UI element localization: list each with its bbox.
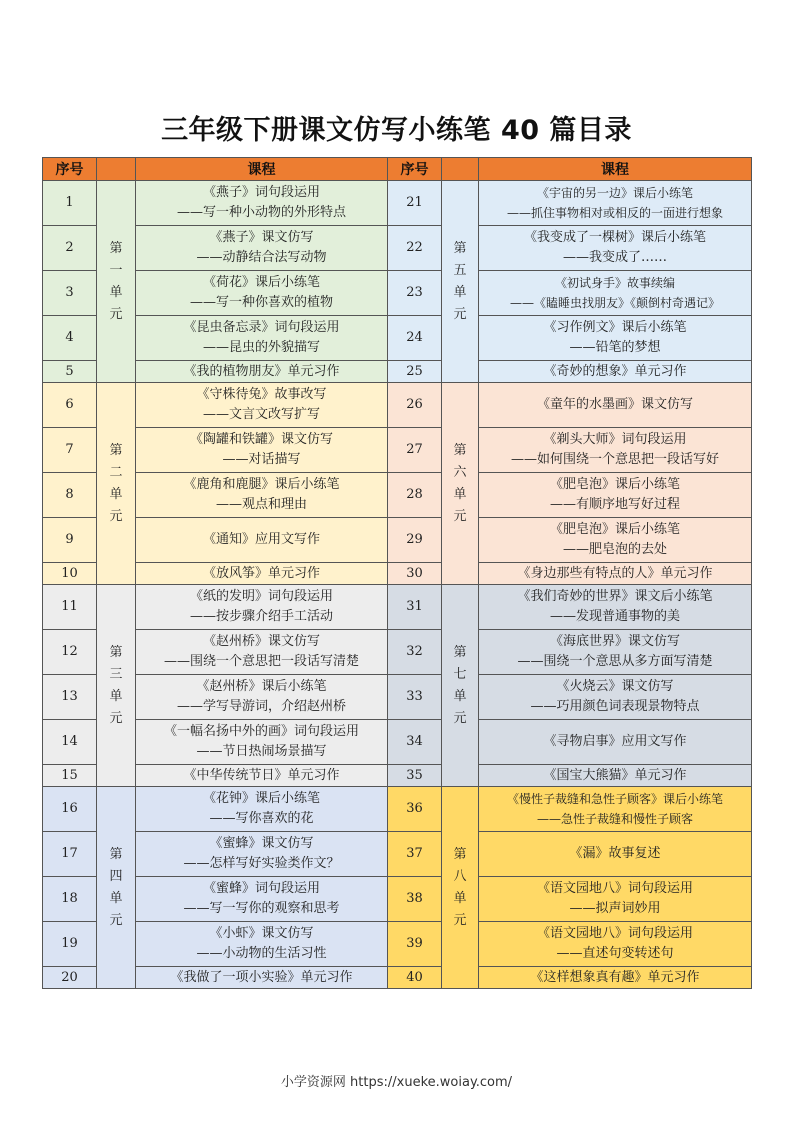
left-course-title: 《赵州桥》课文仿写 bbox=[202, 634, 320, 649]
header-unit-right bbox=[442, 158, 479, 181]
left-course-cell bbox=[136, 877, 388, 922]
right-item-number: 24 bbox=[388, 316, 442, 361]
right-course-cell bbox=[479, 630, 752, 675]
right-item-number: 23 bbox=[388, 271, 442, 316]
right-item-number: 37 bbox=[388, 832, 442, 877]
unit-label-text: 第二单元 bbox=[109, 442, 123, 524]
left-course-title: 《昆虫备忘录》词句段运用 bbox=[183, 320, 340, 335]
left-item-number: 15 bbox=[43, 765, 97, 787]
table-row bbox=[43, 585, 752, 630]
right-course-subtitle: ——抓住事物相对或相反的一面进行想象 bbox=[506, 206, 723, 220]
left-item-number: 1 bbox=[43, 181, 97, 226]
left-course-title: 《鹿角和鹿腿》课后小练笔 bbox=[183, 477, 340, 492]
table-row bbox=[43, 518, 752, 563]
right-course-cell bbox=[479, 518, 752, 563]
left-unit-label bbox=[97, 787, 136, 989]
right-course-cell bbox=[479, 226, 752, 271]
left-course-subtitle: ——观点和理由 bbox=[215, 497, 307, 512]
left-course-title: 《赵州桥》课后小练笔 bbox=[196, 679, 327, 694]
right-course-subtitle: ——发现普通事物的美 bbox=[549, 609, 680, 624]
table-row bbox=[43, 428, 752, 473]
table-body bbox=[43, 181, 752, 989]
left-course-cell bbox=[136, 181, 388, 226]
left-item-number: 20 bbox=[43, 967, 97, 989]
left-course-cell bbox=[136, 630, 388, 675]
right-course-title: 《宇宙的另一边》课后小练笔 bbox=[536, 186, 693, 200]
table-row bbox=[43, 563, 752, 585]
left-item-number: 5 bbox=[43, 361, 97, 383]
left-course-cell bbox=[136, 765, 388, 787]
right-item-number: 38 bbox=[388, 877, 442, 922]
table-row bbox=[43, 383, 752, 428]
left-item-number: 16 bbox=[43, 787, 97, 832]
right-course-title: 《初试身手》故事续编 bbox=[554, 276, 675, 290]
page-title: 三年级下册课文仿写小练笔 40 篇目录 bbox=[161, 115, 632, 146]
left-item-number: 4 bbox=[43, 316, 97, 361]
right-item-number: 22 bbox=[388, 226, 442, 271]
left-course-title: 《一幅名扬中外的画》词句段运用 bbox=[163, 724, 359, 739]
left-course-title: 《花钟》课后小练笔 bbox=[202, 791, 320, 806]
left-course-cell bbox=[136, 922, 388, 967]
left-course-title: 《纸的发明》词句段运用 bbox=[189, 589, 333, 604]
right-unit-label bbox=[442, 383, 479, 585]
left-course-title: 《蜜蜂》课文仿写 bbox=[209, 836, 314, 851]
right-item-number: 35 bbox=[388, 765, 442, 787]
right-course-cell bbox=[479, 563, 752, 585]
left-course-cell bbox=[136, 585, 388, 630]
right-course-cell bbox=[479, 361, 752, 383]
right-course-title: 《身边那些有特点的人》单元习作 bbox=[517, 565, 713, 581]
right-course-cell bbox=[479, 877, 752, 922]
right-course-title: 《语文园地八》词句段运用 bbox=[536, 926, 693, 941]
right-course-title: 《漏》故事复述 bbox=[569, 846, 661, 861]
header-num-right: 序号 bbox=[388, 158, 442, 181]
right-item-number: 40 bbox=[388, 967, 442, 989]
header-num-left: 序号 bbox=[43, 158, 97, 181]
table-row bbox=[43, 832, 752, 877]
right-item-number: 33 bbox=[388, 675, 442, 720]
right-course-subtitle: ——围绕一个意思从多方面写清楚 bbox=[517, 654, 713, 669]
left-item-number: 7 bbox=[43, 428, 97, 473]
right-item-number: 28 bbox=[388, 473, 442, 518]
table-row bbox=[43, 181, 752, 226]
table-row bbox=[43, 316, 752, 361]
left-course-subtitle: ——怎样写好实验类作文？ bbox=[183, 856, 340, 871]
left-course-subtitle: ——昆虫的外貌描写 bbox=[202, 340, 320, 355]
table-row bbox=[43, 720, 752, 765]
left-course-cell bbox=[136, 832, 388, 877]
left-course-subtitle: ——写一种你喜欢的植物 bbox=[189, 295, 333, 310]
left-course-cell bbox=[136, 383, 388, 428]
left-course-cell bbox=[136, 787, 388, 832]
left-item-number: 6 bbox=[43, 383, 97, 428]
left-item-number: 10 bbox=[43, 563, 97, 585]
left-course-cell bbox=[136, 428, 388, 473]
right-item-number: 21 bbox=[388, 181, 442, 226]
table-row bbox=[43, 630, 752, 675]
right-course-cell bbox=[479, 428, 752, 473]
left-item-number: 14 bbox=[43, 720, 97, 765]
left-course-title: 《蜜蜂》词句段运用 bbox=[202, 881, 320, 896]
left-course-cell bbox=[136, 518, 388, 563]
header-course-left: 课程 bbox=[136, 158, 388, 181]
right-unit-label bbox=[442, 787, 479, 989]
right-course-cell bbox=[479, 473, 752, 518]
right-unit-label bbox=[442, 181, 479, 383]
unit-label-text: 第三单元 bbox=[109, 644, 123, 726]
table-row bbox=[43, 787, 752, 832]
left-course-title: 《荷花》课后小练笔 bbox=[202, 275, 320, 290]
table-row bbox=[43, 473, 752, 518]
left-course-subtitle: ——小动物的生活习性 bbox=[196, 946, 327, 961]
right-course-cell bbox=[479, 922, 752, 967]
right-item-number: 30 bbox=[388, 563, 442, 585]
right-item-number: 31 bbox=[388, 585, 442, 630]
table-row bbox=[43, 226, 752, 271]
right-course-cell bbox=[479, 585, 752, 630]
right-course-subtitle: ——铅笔的梦想 bbox=[569, 340, 661, 355]
left-course-subtitle: ——写一种小动物的外形特点 bbox=[176, 205, 346, 220]
unit-label-text: 第八单元 bbox=[453, 846, 467, 928]
header-course-right: 课程 bbox=[479, 158, 752, 181]
left-course-title: 《我的植物朋友》单元习作 bbox=[183, 363, 340, 379]
left-course-subtitle: ——节日热闹场景描写 bbox=[196, 744, 327, 759]
left-item-number: 8 bbox=[43, 473, 97, 518]
right-course-cell bbox=[479, 271, 752, 316]
left-course-subtitle: ——围绕一个意思把一段话写清楚 bbox=[163, 654, 359, 669]
right-item-number: 27 bbox=[388, 428, 442, 473]
right-course-cell bbox=[479, 765, 752, 787]
right-course-cell bbox=[479, 787, 752, 832]
right-course-title: 《这样想象真有趣》单元习作 bbox=[530, 969, 700, 985]
left-course-cell bbox=[136, 563, 388, 585]
right-course-subtitle: ——急性子裁缝和慢性子顾客 bbox=[536, 812, 693, 826]
right-course-title: 《火烧云》课文仿写 bbox=[556, 679, 674, 694]
unit-label-text: 第七单元 bbox=[453, 644, 467, 726]
left-course-subtitle: ——写你喜欢的花 bbox=[209, 811, 314, 826]
right-course-subtitle: ——《瞌睡虫找朋友》《颠倒村奇遇记》 bbox=[509, 296, 720, 310]
left-item-number: 18 bbox=[43, 877, 97, 922]
right-course-subtitle: ——如何围绕一个意思把一段话写好 bbox=[510, 452, 719, 467]
left-course-cell bbox=[136, 271, 388, 316]
table-row bbox=[43, 765, 752, 787]
table-row bbox=[43, 877, 752, 922]
left-course-cell bbox=[136, 967, 388, 989]
left-course-title: 《通知》应用文写作 bbox=[202, 532, 320, 547]
unit-label-text: 第一单元 bbox=[109, 240, 123, 322]
table-row bbox=[43, 967, 752, 989]
right-course-subtitle: ——巧用颜色词表现景物特点 bbox=[530, 699, 700, 714]
left-item-number: 11 bbox=[43, 585, 97, 630]
right-course-cell bbox=[479, 675, 752, 720]
header-unit-left bbox=[97, 158, 136, 181]
left-course-cell bbox=[136, 675, 388, 720]
left-course-title: 《放风筝》单元习作 bbox=[202, 565, 320, 581]
right-course-title: 《慢性子裁缝和急性子顾客》课后小练笔 bbox=[506, 792, 723, 806]
right-course-cell bbox=[479, 720, 752, 765]
right-course-subtitle: ——肥皂泡的去处 bbox=[562, 542, 667, 557]
left-course-subtitle: ——学写导游词，介绍赵州桥 bbox=[176, 699, 346, 714]
right-course-title: 《我变成了一棵树》课后小练笔 bbox=[523, 230, 706, 245]
right-course-cell bbox=[479, 181, 752, 226]
right-course-title: 《国宝大熊猫》单元习作 bbox=[543, 767, 687, 783]
right-course-title: 《习作例文》课后小练笔 bbox=[543, 320, 687, 335]
right-item-number: 36 bbox=[388, 787, 442, 832]
left-item-number: 19 bbox=[43, 922, 97, 967]
unit-label-text: 第六单元 bbox=[453, 442, 467, 524]
table-row bbox=[43, 271, 752, 316]
right-item-number: 39 bbox=[388, 922, 442, 967]
right-item-number: 25 bbox=[388, 361, 442, 383]
left-course-title: 《小虾》课文仿写 bbox=[209, 926, 314, 941]
right-item-number: 34 bbox=[388, 720, 442, 765]
right-course-title: 《奇妙的想象》单元习作 bbox=[543, 363, 687, 379]
right-course-title: 《童年的水墨画》课文仿写 bbox=[536, 397, 693, 412]
contents-table bbox=[42, 157, 752, 989]
left-course-subtitle: ——按步骤介绍手工活动 bbox=[189, 609, 333, 624]
left-course-subtitle: ——动静结合法写动物 bbox=[196, 250, 327, 265]
left-course-subtitle: ——写一写你的观察和思考 bbox=[183, 901, 340, 916]
right-course-title: 《肥皂泡》课后小练笔 bbox=[549, 477, 680, 492]
right-course-title: 《肥皂泡》课后小练笔 bbox=[549, 522, 680, 537]
left-course-title: 《中华传统节日》单元习作 bbox=[183, 767, 340, 783]
table-row bbox=[43, 675, 752, 720]
right-course-subtitle: ——直述句变转述句 bbox=[556, 946, 674, 961]
right-item-number: 29 bbox=[388, 518, 442, 563]
left-course-title: 《燕子》课文仿写 bbox=[209, 230, 314, 245]
right-course-title: 《语文园地八》词句段运用 bbox=[536, 881, 693, 896]
right-course-title: 《我们奇妙的世界》课文后小练笔 bbox=[517, 589, 713, 604]
right-course-subtitle: ——我变成了…… bbox=[562, 250, 667, 265]
left-course-cell bbox=[136, 226, 388, 271]
left-item-number: 3 bbox=[43, 271, 97, 316]
left-course-cell bbox=[136, 720, 388, 765]
right-course-title: 《剃头大师》词句段运用 bbox=[543, 432, 687, 447]
left-item-number: 13 bbox=[43, 675, 97, 720]
table-row bbox=[43, 361, 752, 383]
left-course-title: 《燕子》词句段运用 bbox=[202, 185, 320, 200]
right-course-cell bbox=[479, 967, 752, 989]
right-item-number: 32 bbox=[388, 630, 442, 675]
table-row bbox=[43, 922, 752, 967]
left-course-title: 《我做了一项小实验》单元习作 bbox=[170, 969, 353, 985]
right-course-title: 《海底世界》课文仿写 bbox=[549, 634, 680, 649]
right-course-subtitle: ——拟声词妙用 bbox=[569, 901, 661, 916]
right-unit-label bbox=[442, 585, 479, 787]
left-item-number: 12 bbox=[43, 630, 97, 675]
table-header-row bbox=[43, 158, 752, 181]
unit-label-text: 第四单元 bbox=[109, 846, 123, 928]
left-item-number: 9 bbox=[43, 518, 97, 563]
left-unit-label bbox=[97, 383, 136, 585]
unit-label-text: 第五单元 bbox=[453, 240, 467, 322]
left-course-subtitle: ——文言文改写扩写 bbox=[202, 407, 320, 422]
left-course-cell bbox=[136, 473, 388, 518]
left-unit-label bbox=[97, 181, 136, 383]
right-course-cell bbox=[479, 832, 752, 877]
footer-source: 小学资源网 https://xueke.woiay.com/ bbox=[280, 1075, 513, 1090]
right-course-title: 《寻物启事》应用文写作 bbox=[543, 734, 687, 749]
left-course-cell bbox=[136, 361, 388, 383]
left-item-number: 2 bbox=[43, 226, 97, 271]
left-course-title: 《陶罐和铁罐》课文仿写 bbox=[189, 432, 333, 447]
right-item-number: 26 bbox=[388, 383, 442, 428]
right-course-cell bbox=[479, 383, 752, 428]
left-course-cell bbox=[136, 316, 388, 361]
right-course-cell bbox=[479, 316, 752, 361]
right-course-subtitle: ——有顺序地写好过程 bbox=[549, 497, 680, 512]
left-item-number: 17 bbox=[43, 832, 97, 877]
left-course-subtitle: ——对话描写 bbox=[222, 452, 301, 467]
left-course-title: 《守株待兔》故事改写 bbox=[196, 387, 327, 402]
left-unit-label bbox=[97, 585, 136, 787]
